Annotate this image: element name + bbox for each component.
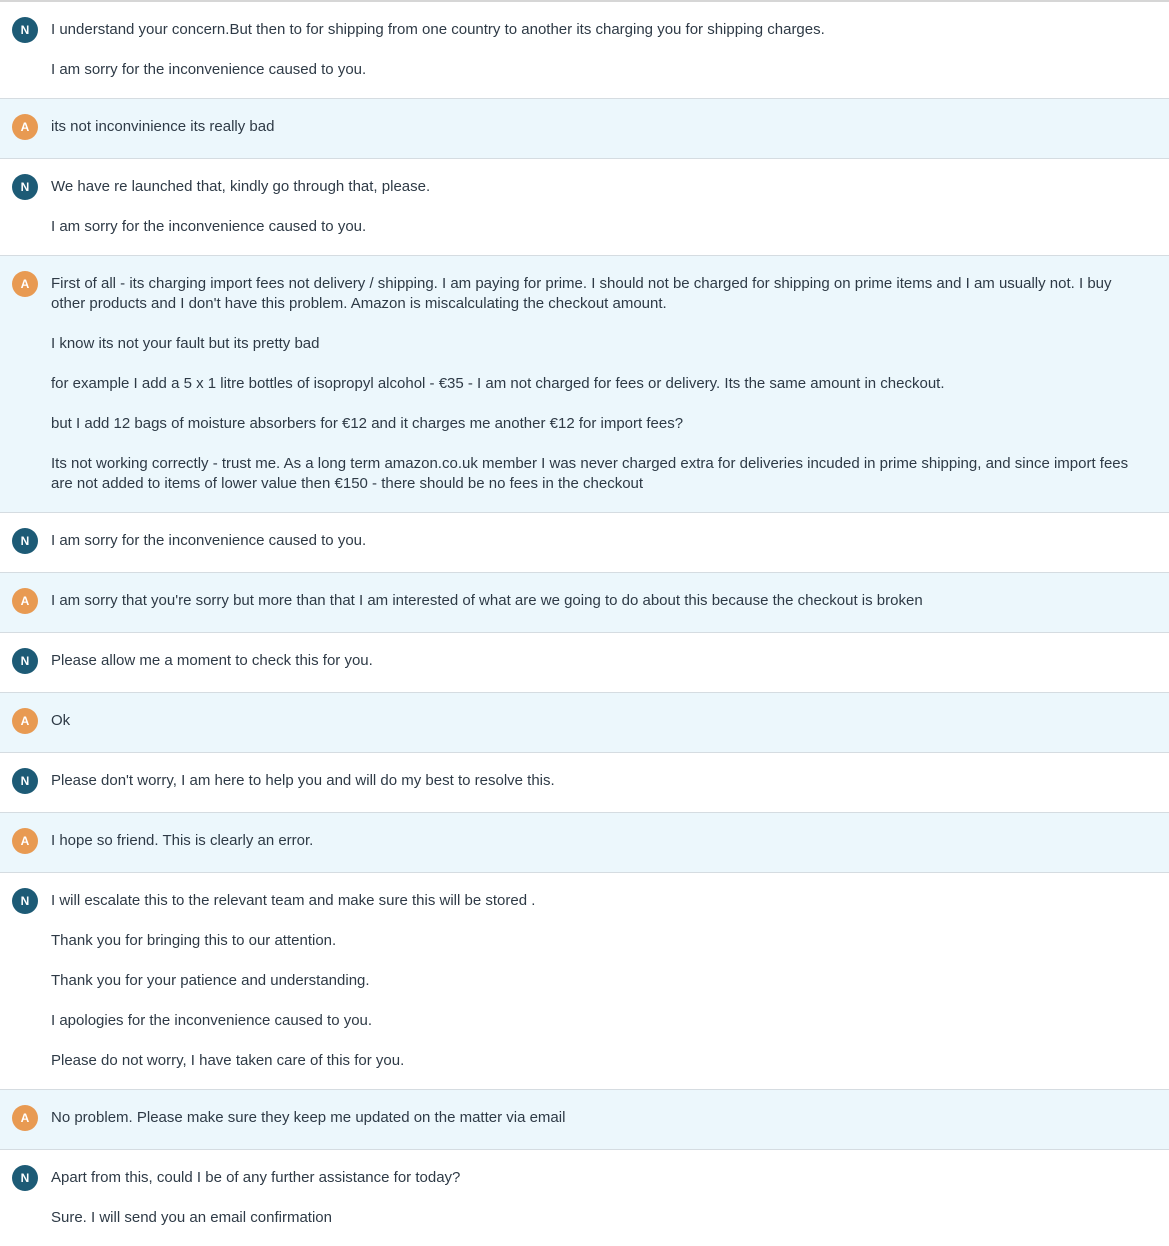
message-paragraph: I am sorry for the inconvenience caused to you.	[51, 61, 367, 78]
agent-avatar: N	[12, 1165, 38, 1191]
message-content	[51, 891, 1129, 1071]
message-content	[51, 591, 1129, 611]
message-content	[51, 177, 1129, 237]
customer-avatar: A	[12, 1105, 38, 1131]
message-content	[51, 831, 1129, 851]
agent-avatar: N	[12, 648, 38, 674]
message-row	[0, 752, 1169, 812]
message-paragraph: I apologies for the inconvenience caused to you.	[51, 1012, 373, 1029]
message-paragraph: Please don't worry, I am here to help you and will do my best to resolve this.	[51, 772, 555, 789]
message-content	[51, 274, 1129, 494]
message-paragraph: First of all - its charging import fees not delivery / shipping. I am paying for prime. I should not be charged for shipping on prime items and I am usually not. I buy other products and I don't have this problem. Amazon is miscalculating the checkout amount.	[51, 275, 1112, 312]
message-paragraph: Its not working correctly - trust me. As a long term amazon.co.uk member I was never charged extra for deliveries incuded in prime shipping, and since import fees are not added to items of lower value then €150 - there should be no fees in the checkout	[51, 455, 1129, 492]
customer-avatar: A	[12, 708, 38, 734]
message-content	[51, 711, 1129, 731]
message-row	[0, 98, 1169, 158]
message-paragraph: No problem. Please make sure they keep me updated on the matter via email	[51, 1109, 566, 1126]
customer-avatar: A	[12, 828, 38, 854]
message-row	[0, 872, 1169, 1089]
message-content	[51, 117, 1129, 137]
agent-avatar: N	[12, 888, 38, 914]
message-paragraph: I know its not your fault but its pretty bad	[51, 335, 320, 352]
message-paragraph: I will escalate this to the relevant team and make sure this will be stored .	[51, 892, 536, 909]
agent-avatar: N	[12, 528, 38, 554]
message-paragraph: Please do not worry, I have taken care of this for you.	[51, 1052, 405, 1069]
message-content	[51, 1108, 1129, 1128]
message-paragraph: Thank you for your patience and understanding.	[51, 972, 370, 989]
customer-avatar: A	[12, 271, 38, 297]
message-paragraph: its not inconvinience its really bad	[51, 118, 275, 135]
message-content	[51, 1168, 1129, 1228]
message-row	[0, 512, 1169, 572]
agent-avatar: N	[12, 174, 38, 200]
message-row	[0, 1089, 1169, 1149]
message-content	[51, 20, 1129, 80]
message-paragraph: Please allow me a moment to check this for you.	[51, 652, 373, 669]
message-paragraph: I am sorry for the inconvenience caused to you.	[51, 218, 367, 235]
message-paragraph: for example I add a 5 x 1 litre bottles of isopropyl alcohol - €35 - I am not charged for fees or delivery. Its the same amount in checkout.	[51, 375, 945, 392]
message-paragraph: but I add 12 bags of moisture absorbers for €12 and it charges me another €12 for import fees?	[51, 415, 684, 432]
message-row	[0, 255, 1169, 512]
message-paragraph: I understand your concern.But then to for shipping from one country to another its charging you for shipping charges.	[51, 21, 825, 38]
message-paragraph: I am sorry for the inconvenience caused to you.	[51, 532, 367, 549]
message-paragraph: Thank you for bringing this to our attention.	[51, 932, 337, 949]
message-paragraph: I hope so friend. This is clearly an error.	[51, 832, 314, 849]
message-paragraph: Ok	[51, 712, 71, 729]
message-paragraph: We have re launched that, kindly go through that, please.	[51, 178, 431, 195]
message-content	[51, 651, 1129, 671]
message-row	[0, 812, 1169, 872]
message-paragraph: I am sorry that you're sorry but more than that I am interested of what are we going to do about this because the checkout is broken	[51, 592, 923, 609]
message-row	[0, 572, 1169, 632]
message-row	[0, 158, 1169, 255]
message-row	[0, 1149, 1169, 1246]
message-row	[0, 632, 1169, 692]
message-content	[51, 771, 1129, 791]
message-paragraph: Apart from this, could I be of any further assistance for today?	[51, 1169, 461, 1186]
agent-avatar: N	[12, 768, 38, 794]
message-row	[0, 2, 1169, 98]
message-paragraph: Sure. I will send you an email confirmation	[51, 1209, 332, 1226]
message-content	[51, 531, 1129, 551]
message-row	[0, 692, 1169, 752]
customer-avatar: A	[12, 114, 38, 140]
agent-avatar: N	[12, 17, 38, 43]
customer-avatar: A	[12, 588, 38, 614]
